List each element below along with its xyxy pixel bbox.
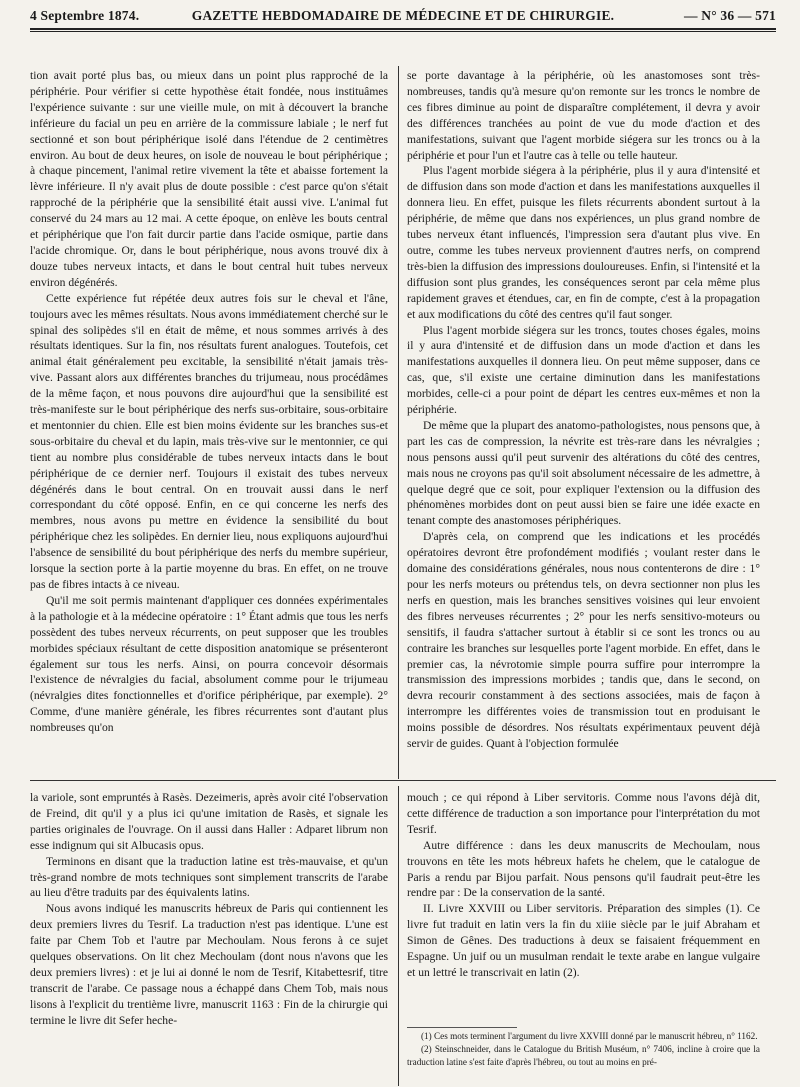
footnote: (2) Steinschneider, dans le Catalogue du British Muséum, n° 7406, incline à croire que la traduction latine s'est faite d'après l'hébreu, ou tout au moins en pré-: [407, 1044, 760, 1067]
feuilleton-column-left: [30, 790, 388, 1086]
paragraph: Qu'il me soit permis maintenant d'appliquer ces données expérimentales à la pathologie et à la médecine opératoire : 1° Étant admis que tous les nerfs possèdent des tubes nerveux récurrents, on peut supposer que les troubles morbides spéciaux résultant de cette disposition anatomique se présenteront également sur tous les nerfs. Ainsi, on pourra concevoir désormais l'existence de névralgies du facial, absolument comme pour le trijumeau (névralgies dites fonctionnelles et d'orifice périphérique, par exemple). 2° Comme, d'une manière générale, les fibres récurrentes sont d'autant plus nombreuses qu'on: [30, 593, 388, 735]
paragraph: Autre différence : dans les deux manuscrits de Mechoulam, nous trouvons en tête les mots hébreux hafets he chelem, que le catalogue de Paris a rendu par Bijou parfait. Nous pensons qu'il faudrait peut-être les rendre par : De la conservation de la santé.: [407, 838, 760, 900]
header-rule: [30, 28, 776, 30]
column-divider: [398, 66, 399, 779]
paragraph: tion avait porté plus bas, ou mieux dans un point plus rapproché de la périphérie. Pour vérifier si cette hypothèse était fondée, nous instituâmes l'expérience suivante : sur une vieille mule, on mit à découvert la branche inférieure du facial un peu en arrière de la commissure labiale ; le nerf fut sectionné et son bout périphérique isolé dans l'étendue de 2 centimètres environ. Au bout de deux heures, on isole de nouveau le bout périphérique ; à chaque pincement, l'animal retire vivement la tête et abaisse fortement la lèvre inférieure. Il n'y avait plus de doute possible : c'est parce qu'on s'était rapproché de la périphérie que la sensibilité était aussi vive. L'animal fut conservé du 24 mars au 12 mai. A cette époque, on enlève les bouts central et périphérique que l'on fait durcir partie dans l'acide osmique, partie dans l'acide chromique. Or, dans le bout périphérique, nous avons trouvé dix à douze tubes nerveux intacts, et dans le bout central huit tubes nerveux environ dégénérés.: [30, 69, 388, 289]
footnote: (1) Ces mots terminent l'argument du livre XXVIII donné par le manuscrit hébreu, n° 1162.: [421, 1031, 758, 1041]
footnotes: [407, 1030, 760, 1086]
header-rule-thin: [30, 31, 776, 32]
paragraph: Cette expérience fut répétée deux autres fois sur le cheval et l'âne, toujours avec les mêmes résultats. Nous avons immédiatement cherché sur le spinal des solipèdes s'il en était de même, et nous sommes arrivés à des résultats identiques. Sur la fin, nos résultats furent analogues. Toutefois, cet animal était généralement peu excitable, la sensibilité n'était jamais très-vive. Passant alors aux différentes branches du trijumeau, nous procédâmes de la même façon, et nous pouvons dire aujourd'hui que la sensibilité est très-manifeste sur le bout périphérique des nerfs sus-orbitaire, sous-orbitaire et mentonnier du chien. Elle est bien moins évidente sur les branches sus-et sous-orbitaire du cheval et du lapin, mais très-vive sur le mentonnier, ce qui tient au nombre plus considérable de tubes nerveux intacts dans le bout périphérique de ce dernier nerf. Toujours il existait des tubes nerveux dégénérés dans le bout central. On en trouvait aussi dans le nerf correspondant du côté opposé. Enfin, en ce qui concerne les nerfs des membres, nous avons pu mettre en évidence la sensibilité du bout périphérique chez les solipèdes. En dernier lieu, nous expliquons aujourd'hui l'absence de sensibilité du bout périphérique des nerfs du membre supérieur, lorsque la section porte à la partie moyenne du bras. En effet, on ne trouve pas de fibres intacts à ce niveau.: [30, 291, 388, 591]
paragraph: Terminons en disant que la traduction latine est très-mauvaise, et qu'un très-grand nombre de mots techniques sont simplement transcrits de l'arabe au lieu d'être traduits par des équivalents latins.: [30, 854, 388, 900]
issue-page-number: — N° 36 — 571: [684, 8, 776, 23]
page-header: [30, 4, 776, 26]
journal-title: GAZETTE HEBDOMADAIRE DE MÉDECINE ET DE CHIRURGIE.: [191, 8, 615, 23]
paragraph: la variole, sont empruntés à Rasès. Dezeimeris, après avoir cité l'observation de Freind, dit qu'il y a plus ici qu'une imitation de Rasès, et signale les parties originales de l'ouvrage. On il aussi dans Haller : Adparet librum non esse indignum qui sit Albucasis opus.: [30, 791, 388, 852]
paragraph: Nous avons indiqué les manuscrits hébreux de Paris qui contiennent les deux premiers livres du Tesrif. La traduction n'est pas identique. L'une est faite par Chem Tob et l'autre par Mechoulam. Nous ferons à ce sujet quelques observations. On lit chez Mechoulam (dont nous n'avons que les deux premiers livres) : et je lui ai donné le nom de Tesrif, Kitabettesrif, titre transcrit de l'arabe. Ce passage nous a échappé dans Chem Tob, mais nous lisons à l'explicit du trentième livre, manuscrit 1163 : Fin de la chirurgie qui termine le livre dit Sefer heche-: [30, 902, 388, 1027]
paragraph: De même que la plupart des anatomo-pathologistes, nous pensons que, à part les cas de compression, la névrite est très-rare dans les névralgies ; nous pensons aussi qu'il peut survenir des altérations du côté des centres, mais nous ne croyons pas qu'il soit absolument nécessaire de les admettre, à quelque degré que ce soit, pour expliquer l'extension ou la diffusion des phénomènes morbides dont on peut aussi bien se faire une idée exacte en tenant compte des anastomoses périphériques.: [407, 418, 760, 528]
footnote-rule: [407, 1027, 517, 1028]
paragraph: se porte davantage à la périphérie, où les anastomoses sont très-nombreuses, tandis qu'à mesure qu'on remonte sur les troncs le nombre de ces fibres diminue au point de disparaître complétement, il devra y avoir des différences tranchées au point de vue du mode d'action et des manifestations, suivant que l'agent morbide siégera sur les troncs ou à la périphérie et pour l'un et l'autre cas à telle ou telle hauteur.: [407, 69, 760, 162]
paragraph: D'après cela, on comprend que les indications et les procédés opératoires devront être profondément modifiés ; voulant rester dans le domaine des considérations générales, nous nous contenterons de dire : 1° pour les nerfs moteurs ou prétendus tels, on devra sectionner non plus les nerfs en question, mais les branches sensitives voisines qui leur envoient des fibres nerveuses récurrentes ; 2° pour les nerfs sensitivo-moteurs ou sensitifs, il faudra s'attacher surtout à établir si ce sont les troncs ou au contraire les branches sur lesquelles porte l'agent morbide. En effet, dans le premier cas, la névrotomie simple pourra suffire pour interrompre la transmission des impressions morbides ; tandis que, dans le second, on devra recourir constamment à des sections associées, mais de façon à interrompre les différentes voies de transmission tout en produisant le moins possible de désordres. Nos résultats expérimentaux peuvent déjà servir de guides. Quant à l'objection formulée: [407, 530, 760, 751]
paragraph: II. Livre XXVIII ou Liber servitoris. Préparation des simples (1). Ce livre fut traduit en latin vers la fin du xiiie siècle par le juif Abraham et Simon de Gênes. Des traductions à deux se faisaient fréquemment en Espagne. Un juif ou un musulman rendait le texte arabe en langue vulgaire et un lettré le transcrivait en latin (2).: [407, 902, 760, 979]
column-divider: [398, 786, 399, 1086]
issue-date: 4 Septembre 1874.: [30, 8, 140, 23]
article-column-left: [30, 68, 388, 773]
feuilleton-column-right: [407, 790, 760, 1020]
article-column-right: [407, 68, 760, 773]
paragraph: Plus l'agent morbide siégera à la périphérie, plus il y aura d'intensité et de diffusion dans son mode d'action et dans les manifestations auxquelles il donnera lieu. En effet, puisque les filets récurrents abondent surtout à la périphérie, de même que dans nos expériences, un plus grand nombre de tubes nerveux étant influencés, l'impression sera d'autant plus vive. En outre, comme les tubes nerveux proviennent d'autres nerfs, on comprend très-bien la diffusion des impressions douloureuses. Enfin, si l'intensité et la diffusion sont plus grandes, les conséquences seront par cela même plus rapidement graves et étendues, car, en fin de compte, c'est à la propagation et aux modifications du côté des centres qu'il faut songer.: [407, 164, 760, 321]
section-divider: [30, 780, 776, 781]
paragraph: Plus l'agent morbide siégera sur les troncs, toutes choses égales, moins il y aura d'intensité et de diffusion dans un mode d'action et dans les manifestations auxquelles il donnera lieu. On peut même supposer, dans ce cas, que, s'il existe une certaine diminution dans les manifestations morbides, celle-ci a pour point de départ les centres eux-mêmes et non la périphérie.: [407, 323, 760, 417]
paragraph: mouch ; ce qui répond à Liber servitoris. Comme nous l'avons déjà dit, cette différence de traduction a son importance pour l'interprétation du mot Tesrif.: [407, 791, 760, 836]
